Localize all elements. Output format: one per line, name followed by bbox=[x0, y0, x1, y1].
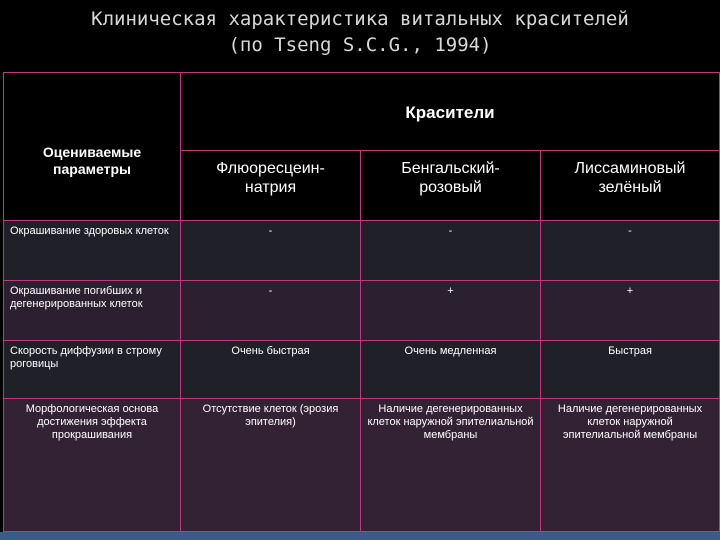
dye-name-line-1: Флюоресцеин- bbox=[216, 160, 325, 177]
table-cell: + bbox=[361, 281, 541, 341]
table-cell: Очень быстрая bbox=[181, 341, 361, 399]
row-label: Окрашивание погибших и дегенерированных клеток bbox=[4, 281, 181, 341]
title-line-1: Клиническая характеристика витальных красителей bbox=[91, 8, 629, 30]
table-cell: + bbox=[541, 281, 720, 341]
table-cell: Быстрая bbox=[541, 341, 720, 399]
row-label: Скорость диффузии в строму роговицы bbox=[4, 341, 181, 399]
table-cell: - bbox=[361, 221, 541, 281]
slide-title bbox=[0, 6, 720, 58]
dye-name-line-2: розовый bbox=[419, 179, 482, 196]
bottom-bar bbox=[0, 532, 720, 540]
table-cell: Отсутствие клеток (эрозия эпителия) bbox=[181, 399, 361, 532]
dye-header-fluorescein bbox=[181, 151, 361, 221]
table-row bbox=[4, 281, 720, 341]
header-row-top bbox=[4, 73, 720, 151]
dye-header-rose-bengal bbox=[361, 151, 541, 221]
table-cell: Наличие дегенерированных клеток наружной эпителиальной мембраны bbox=[541, 399, 720, 532]
table-row bbox=[4, 221, 720, 281]
table-cell: - bbox=[541, 221, 720, 281]
dye-name-line-1: Лиссаминовый bbox=[574, 160, 686, 177]
title-line-2: (по Tseng S.C.G., 1994) bbox=[228, 34, 492, 56]
table-row bbox=[4, 341, 720, 399]
dyes-table bbox=[3, 72, 720, 532]
row-label: Морфологическая основа достижения эффекта прокрашивания bbox=[4, 399, 181, 532]
table-cell: Наличие дегенерированных клеток наружной эпителиальной мембраны bbox=[361, 399, 541, 532]
dyes-header: Красители bbox=[181, 73, 720, 151]
dye-header-lissamine-green bbox=[541, 151, 720, 221]
table-row bbox=[4, 399, 720, 532]
table-cell: Очень медленная bbox=[361, 341, 541, 399]
table-cell: - bbox=[181, 281, 361, 341]
dye-name-line-2: зелёный bbox=[598, 179, 662, 196]
corner-header: Оцениваемые параметры bbox=[4, 73, 181, 221]
dye-name-line-2: натрия bbox=[244, 179, 297, 196]
dye-name-line-1: Бенгальский- bbox=[401, 160, 500, 177]
table-cell: - bbox=[181, 221, 361, 281]
row-label: Окрашивание здоровых клеток bbox=[4, 221, 181, 281]
